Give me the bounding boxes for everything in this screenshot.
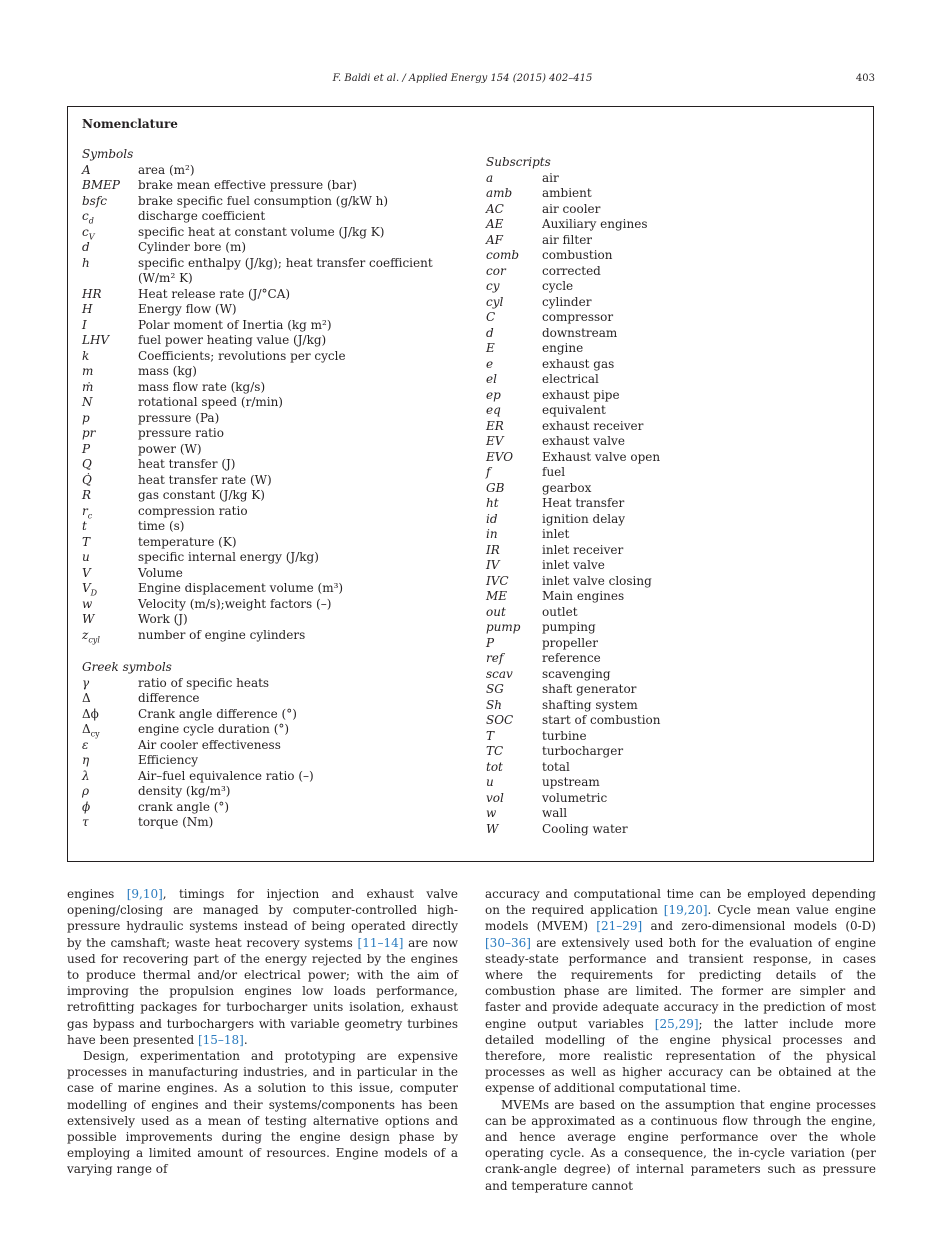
citation-link[interactable]: [9,10]: [126, 887, 163, 901]
nomenclature-description: shaft generator: [542, 682, 637, 696]
nomenclature-description: rotational speed (r/min): [138, 395, 283, 409]
nomenclature-row: [486, 481, 856, 497]
nomenclature-description: heat transfer rate (W): [138, 472, 272, 487]
nomenclature-symbol: comb: [486, 248, 520, 262]
nomenclature-row: [82, 535, 462, 551]
nomenclature-symbol: EVO: [486, 449, 514, 464]
nomenclature-symbol: pump: [486, 620, 521, 634]
nomenclature-symbol: ME: [486, 589, 508, 603]
nomenclature-row: [82, 225, 462, 241]
nomenclature-description: outlet: [542, 604, 578, 619]
nomenclature-row: [486, 450, 856, 466]
citation-link[interactable]: [19,20]: [663, 903, 708, 918]
nomenclature-description: time (s): [138, 519, 185, 533]
nomenclature-symbol: SG: [486, 682, 504, 696]
nomenclature-symbol: scav: [486, 666, 513, 681]
nomenclature-symbol: A: [82, 162, 91, 177]
nomenclature-description: Main engines: [542, 589, 625, 603]
nomenclature-description: Coefficients; revolutions per cycle: [138, 348, 346, 363]
nomenclature-description: ambient: [542, 186, 592, 200]
nomenclature-description: upstream: [542, 775, 600, 789]
nomenclature-symbol: d: [486, 325, 494, 340]
nomenclature-row: [486, 822, 856, 838]
nomenclature-description: pumping: [542, 620, 596, 634]
nomenclature-row: [82, 411, 462, 427]
nomenclature-row: [82, 442, 462, 458]
nomenclature-description: compression ratio: [138, 503, 248, 518]
nomenclature-row: [82, 349, 462, 365]
nomenclature-title: Nomenclature: [82, 117, 178, 131]
nomenclature-symbol: ṁ: [82, 379, 94, 394]
nomenclature-row: [82, 380, 462, 396]
nomenclature-row: [82, 769, 462, 785]
running-header: F. Baldi et al. / Applied Energy 154 (2015) 402–415: [332, 73, 593, 84]
nomenclature-description: gas constant (J/kg K): [138, 488, 265, 502]
nomenclature-row: [486, 791, 856, 807]
nomenclature-description: air: [542, 170, 559, 185]
nomenclature-row: [82, 707, 462, 723]
nomenclature-symbol: ER: [486, 418, 504, 433]
nomenclature-description: fuel power heating value (J/kg): [138, 333, 327, 347]
nomenclature-row: [82, 256, 462, 287]
nomenclature-symbol: ρ: [82, 784, 90, 798]
nomenclature-row: [82, 504, 462, 520]
nomenclature-symbol: h: [82, 255, 90, 270]
nomenclature-symbol: IR: [486, 542, 500, 557]
nomenclature-symbol: w: [82, 596, 93, 611]
nomenclature-symbol: $z_{cyl}$: [82, 627, 100, 644]
nomenclature-description: air cooler: [542, 201, 601, 216]
nomenclature-row: [486, 295, 856, 311]
nomenclature-symbol: u: [486, 775, 494, 789]
nomenclature-row: [486, 171, 856, 187]
nomenclature-description: cylinder: [542, 294, 592, 309]
body-paragraph: MVEMs are based on the assumption that engine processes can be approximated as a continuous flow through the engine, and hence average engine performance over the whole operating cycle. As a consequence, the in-cycle variation (per crank-angle degree) of internal parameters such as pressure and temperature cannot: [485, 1097, 876, 1193]
nomenclature-row: [486, 729, 856, 745]
nomenclature-description: mass flow rate (kg/s): [138, 379, 266, 394]
nomenclature-symbol: tot: [486, 759, 503, 774]
nomenclature-description: mass (kg): [138, 364, 197, 378]
body-column-left: [67, 886, 458, 1178]
nomenclature-description: inlet valve: [542, 558, 605, 572]
nomenclature-symbol: $c_d$: [82, 209, 94, 226]
nomenclature-description: difference: [138, 691, 200, 705]
nomenclature-symbol: N: [82, 395, 93, 409]
nomenclature-symbol: w: [486, 806, 497, 820]
nomenclature-symbol: P: [486, 635, 495, 650]
nomenclature-row: [486, 667, 856, 683]
nomenclature-symbol: τ: [82, 815, 89, 829]
nomenclature-symbol: in: [486, 527, 498, 541]
page-number: 403: [855, 73, 875, 84]
nomenclature-symbol: pr: [82, 426, 96, 440]
nomenclature-description: inlet: [542, 527, 570, 541]
nomenclature-row: [82, 676, 462, 692]
nomenclature-symbol: $c_V$: [82, 224, 95, 241]
nomenclature-symbol: a: [486, 170, 494, 185]
nomenclature-description: Efficiency: [138, 753, 199, 767]
nomenclature-symbol: $V_D$: [82, 581, 98, 598]
nomenclature-row: [486, 248, 856, 264]
nomenclature-symbol: p: [82, 410, 90, 425]
nomenclature-symbol: t: [82, 519, 87, 533]
nomenclature-description: Velocity (m/s);weight factors (–): [138, 596, 332, 611]
nomenclature-symbol: Sh: [486, 697, 502, 712]
nomenclature-symbol: ep: [486, 387, 501, 402]
nomenclature-symbol: amb: [486, 186, 513, 200]
nomenclature-row: [82, 784, 462, 800]
nomenclature-row: [82, 722, 462, 738]
nomenclature-row: [486, 574, 856, 590]
nomenclature-description: specific heat at constant volume (J/kg K): [138, 224, 385, 239]
nomenclature-row: [82, 691, 462, 707]
nomenclature-row: [82, 550, 462, 566]
nomenclature-symbol: IVC: [486, 573, 509, 588]
nomenclature-description: Energy flow (W): [138, 302, 237, 316]
nomenclature-symbol: Δϕ: [82, 706, 99, 721]
citation-link[interactable]: [21–29]: [596, 919, 643, 934]
nomenclature-row: [486, 419, 856, 435]
nomenclature-description: turbine: [542, 728, 587, 743]
nomenclature-symbol: cyl: [486, 294, 504, 309]
nomenclature-symbol: I: [82, 317, 87, 332]
nomenclature-symbol: TC: [486, 744, 504, 758]
nomenclature-description: brake mean effective pressure (bar): [138, 178, 357, 192]
nomenclature-description: Air–fuel equivalence ratio (–): [138, 768, 314, 783]
nomenclature-row: [82, 753, 462, 769]
nomenclature-left-column: [82, 147, 462, 831]
nomenclature-symbol: η: [82, 753, 90, 767]
nomenclature-symbol: BMEP: [82, 178, 120, 192]
nomenclature-symbol: EV: [486, 434, 504, 448]
nomenclature-row: [486, 512, 856, 528]
nomenclature-symbol: Q: [82, 457, 92, 471]
nomenclature-symbol: SOC: [486, 713, 514, 727]
citation-link[interactable]: [11–14]: [357, 935, 404, 950]
nomenclature-description: exhaust valve: [542, 434, 625, 448]
nomenclature-symbol: d: [82, 240, 90, 254]
nomenclature-row: [486, 233, 856, 249]
nomenclature-symbol: id: [486, 511, 498, 526]
nomenclature-row: [82, 581, 462, 597]
nomenclature-description: compressor: [542, 310, 614, 324]
nomenclature-row: [486, 279, 856, 295]
nomenclature-description: total: [542, 759, 570, 774]
nomenclature-symbol: u: [82, 550, 90, 564]
nomenclature-row: [486, 527, 856, 543]
nomenclature-symbol: el: [486, 372, 497, 386]
nomenclature-description: inlet receiver: [542, 542, 624, 557]
nomenclature-symbol: $r_c$: [82, 503, 93, 520]
nomenclature-row: [486, 558, 856, 574]
nomenclature-symbol: γ: [82, 675, 90, 690]
nomenclature-symbol: E: [486, 341, 495, 355]
nomenclature-row: [486, 620, 856, 636]
nomenclature-description: Cooling water: [542, 821, 628, 836]
nomenclature-description: gearbox: [542, 480, 592, 495]
nomenclature-description: heat transfer (J): [138, 457, 236, 471]
nomenclature-row: [82, 566, 462, 582]
nomenclature-row: [82, 302, 462, 318]
nomenclature-row: [82, 612, 462, 628]
nomenclature-symbol: ϕ: [82, 799, 91, 814]
nomenclature-symbol: e: [486, 356, 494, 371]
nomenclature-row: [486, 434, 856, 450]
nomenclature-description: ignition delay: [542, 511, 626, 526]
nomenclature-symbol: W: [486, 821, 499, 836]
nomenclature-row: [486, 310, 856, 326]
nomenclature-symbol: ht: [486, 496, 499, 510]
nomenclature-symbol: T: [82, 534, 91, 549]
nomenclature-row: [486, 264, 856, 280]
nomenclature-row: [82, 240, 462, 256]
nomenclature-description: pressure (Pa): [138, 410, 220, 425]
nomenclature-row: [82, 426, 462, 442]
nomenclature-description: specific internal energy (J/kg): [138, 550, 319, 564]
nomenclature-description: area (m²): [138, 162, 195, 177]
nomenclature-description: cycle: [542, 279, 574, 293]
nomenclature-row: [82, 738, 462, 754]
nomenclature-symbol: GB: [486, 480, 505, 495]
nomenclature-row: [486, 744, 856, 760]
nomenclature-symbol: H: [82, 302, 93, 316]
nomenclature-description: reference: [542, 651, 601, 665]
greek-heading: Greek symbols: [82, 660, 172, 674]
citation-link[interactable]: [30–36]: [485, 935, 531, 950]
nomenclature-row: [486, 496, 856, 512]
nomenclature-description: Auxiliary engines: [542, 217, 648, 231]
nomenclature-row: [486, 651, 856, 667]
body-paragraph: engines [9,10], timings for injection and exhaust valve opening/closing are managed by computer-controlled high-pressure hydraulic systems instead of being operated directly by the camshaft; waste heat recovery systems [11–14] are now used for recovering part of the energy rejected by the engines to produce thermal and/or electrical power; with the aim of improving the propulsion engines low loads performance, retrofitting packages for turbocharger units isolation, exhaust gas bypass and turbochargers with variable geometry turbines have been presented [15–18].: [67, 887, 459, 1047]
nomenclature-row: [486, 760, 856, 776]
nomenclature-row: [82, 194, 462, 210]
nomenclature-row: [82, 519, 462, 535]
nomenclature-description: Work (J): [138, 612, 188, 626]
nomenclature-description: propeller: [542, 635, 598, 650]
nomenclature-symbol: IV: [486, 558, 500, 572]
nomenclature-row: [486, 806, 856, 822]
nomenclature-description: power (W): [138, 441, 202, 456]
nomenclature-description: density (kg/m³): [138, 784, 231, 798]
nomenclature-row: [82, 163, 462, 179]
nomenclature-symbol: C: [486, 310, 496, 324]
nomenclature-description: exhaust receiver: [542, 418, 644, 433]
nomenclature-row: [486, 775, 856, 791]
nomenclature-symbol: vol: [486, 790, 504, 805]
symbols-list: [82, 163, 462, 644]
nomenclature-description: start of combustion: [542, 713, 661, 727]
nomenclature-description: Crank angle difference (°): [138, 706, 297, 721]
nomenclature-symbol: m: [82, 364, 94, 378]
nomenclature-symbol: AF: [486, 232, 503, 247]
nomenclature-symbol: HR: [82, 286, 102, 301]
nomenclature-description: combustion: [542, 248, 613, 262]
body-paragraph: Design, experimentation and prototyping are expensive processes in manufacturing industries, and in particular in the case of marine engines. As a solution to this issue, computer modelling of engines and their systems/components has been extensively used as a mean of testing alternative options and possible improvements during the engine design phase by employing a limited amount of resources. Engine models of a varying range of: [67, 1049, 458, 1177]
nomenclature-symbol: Δ: [82, 691, 91, 705]
nomenclature-row: [82, 364, 462, 380]
nomenclature-symbol: AE: [486, 217, 504, 231]
nomenclature-row: [486, 388, 856, 404]
nomenclature-row: [486, 698, 856, 714]
nomenclature-row: [486, 357, 856, 373]
nomenclature-symbol: out: [486, 604, 506, 619]
nomenclature-row: [82, 318, 462, 334]
nomenclature-description: Volume: [138, 565, 183, 580]
nomenclature-description: engine cycle duration (°): [138, 722, 290, 736]
nomenclature-description: inlet valve closing: [542, 573, 652, 588]
nomenclature-description: temperature (K): [138, 534, 237, 549]
nomenclature-description: volumetric: [542, 790, 608, 805]
nomenclature-description: Heat release rate (J/°CA): [138, 286, 291, 301]
nomenclature-row: [486, 465, 856, 481]
nomenclature-row: [486, 589, 856, 605]
nomenclature-description: electrical: [542, 372, 599, 386]
nomenclature-row: [82, 395, 462, 411]
nomenclature-symbol: λ: [82, 768, 90, 783]
nomenclature-row: [82, 209, 462, 225]
nomenclature-description: specific enthalpy (J/kg); heat transfer coefficient (W/m² K): [138, 255, 433, 285]
nomenclature-symbol: W: [82, 612, 95, 626]
nomenclature-description: scavenging: [542, 666, 611, 681]
nomenclature-description: corrected: [542, 263, 601, 278]
nomenclature-symbol: cor: [486, 263, 506, 278]
citation-link[interactable]: [25,29]: [654, 1016, 699, 1031]
nomenclature-row: [82, 473, 462, 489]
nomenclature-description: Cylinder bore (m): [138, 240, 246, 254]
nomenclature-symbol: k: [82, 348, 90, 363]
nomenclature-row: [82, 628, 462, 644]
nomenclature-description: number of engine cylinders: [138, 627, 306, 642]
nomenclature-row: [82, 815, 462, 831]
nomenclature-description: pressure ratio: [138, 426, 224, 440]
nomenclature-box: [67, 106, 874, 862]
nomenclature-symbol: ε: [82, 737, 89, 752]
nomenclature-description: discharge coefficient: [138, 209, 266, 223]
nomenclature-symbol: AC: [486, 201, 504, 216]
subscripts-heading: Subscripts: [486, 155, 551, 169]
nomenclature-symbol: eq: [486, 403, 501, 417]
nomenclature-row: [486, 372, 856, 388]
nomenclature-description: Air cooler effectiveness: [138, 737, 281, 752]
nomenclature-symbol: T: [486, 728, 495, 743]
nomenclature-row: [486, 636, 856, 652]
nomenclature-row: [82, 597, 462, 613]
nomenclature-description: air filter: [542, 232, 593, 247]
nomenclature-description: shafting system: [542, 697, 638, 712]
nomenclature-description: equivalent: [542, 403, 606, 417]
nomenclature-description: Engine displacement volume (m³): [138, 581, 344, 595]
greek-list: [82, 676, 462, 831]
nomenclature-row: [486, 543, 856, 559]
nomenclature-symbol: Q̇: [82, 472, 92, 487]
nomenclature-description: Polar moment of Inertia (kg m²): [138, 317, 332, 332]
nomenclature-symbol: P: [82, 441, 91, 456]
nomenclature-row: [486, 217, 856, 233]
nomenclature-description: fuel: [542, 465, 566, 479]
nomenclature-description: exhaust pipe: [542, 387, 620, 402]
body-column-right: [485, 886, 876, 1194]
nomenclature-symbol: ref: [486, 651, 504, 665]
nomenclature-row: [82, 800, 462, 816]
nomenclature-row: [486, 202, 856, 218]
nomenclature-row: [82, 457, 462, 473]
nomenclature-row: [486, 605, 856, 621]
nomenclature-description: Exhaust valve open: [542, 449, 661, 464]
nomenclature-description: downstream: [542, 325, 618, 340]
nomenclature-row: [486, 326, 856, 342]
nomenclature-symbol: bsfc: [82, 193, 108, 208]
citation-link[interactable]: [15–18]: [197, 1032, 244, 1047]
nomenclature-right-column: [486, 155, 856, 837]
nomenclature-description: crank angle (°): [138, 799, 230, 814]
nomenclature-row: [486, 186, 856, 202]
nomenclature-description: brake specific fuel consumption (g/kW h): [138, 193, 389, 208]
nomenclature-symbol: $\Delta_{cy}$: [82, 722, 100, 739]
nomenclature-row: [486, 713, 856, 729]
nomenclature-description: exhaust gas: [542, 356, 615, 371]
nomenclature-description: ratio of specific heats: [138, 675, 270, 690]
nomenclature-description: Heat transfer: [542, 496, 625, 510]
nomenclature-row: [486, 341, 856, 357]
nomenclature-row: [82, 333, 462, 349]
nomenclature-row: [486, 682, 856, 698]
nomenclature-symbol: cy: [486, 279, 500, 293]
nomenclature-row: [82, 178, 462, 194]
subscripts-list: [486, 171, 856, 838]
body-paragraph: accuracy and computational time can be employed depending on the required application [19,20]. Cycle mean value engine models (MVEM) [21–29] and zero-dimensional models (0-D) [30–36] are extensively used both for the evaluation of engine steady-state performance and transient response, in cases where the requirements for predicting details of the combustion phase are limited. The former are simpler and faster and provide adequate accuracy in the prediction of most engine output variables [25,29]; the latter include more detailed modelling of the engine physical processes and therefore, more realistic representation of the physical processes as well as higher accuracy can be obtained at the expense of additional computational time.: [485, 887, 876, 1096]
nomenclature-symbol: f: [486, 465, 491, 479]
symbols-heading: Symbols: [82, 147, 134, 161]
nomenclature-row: [82, 488, 462, 504]
nomenclature-row: [82, 287, 462, 303]
nomenclature-description: torque (Nm): [138, 815, 214, 829]
nomenclature-symbol: LHV: [82, 333, 110, 347]
nomenclature-description: turbocharger: [542, 744, 624, 758]
nomenclature-description: engine: [542, 341, 584, 355]
nomenclature-symbol: R: [82, 488, 92, 502]
nomenclature-symbol: V: [82, 565, 91, 580]
nomenclature-row: [486, 403, 856, 419]
nomenclature-description: wall: [542, 806, 568, 820]
